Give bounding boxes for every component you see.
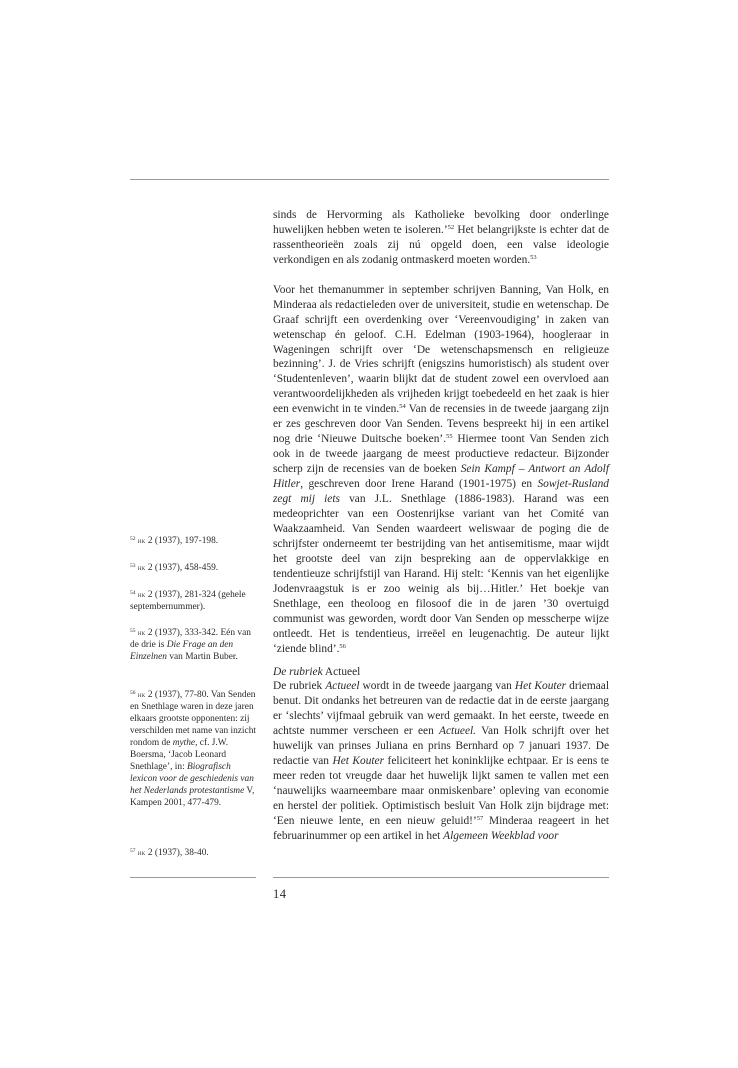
text-run: sinds de Hervorming als Katholieke bevolking door onderlinge huwelijken hebben weten te isoleren.’ <box>273 209 609 236</box>
footnote-number: 57 <box>130 848 136 854</box>
text-run: van J.L. Snethlage (1886-1983). Harand was een medeoprichter van een Oostenrijkse variant van het Comité van Waakzaamheid. Van Senden waardeert weliswaar de poging die de schrijfster onderneemt ter bestrijding van het antisemitisme, maar wijdt het grootste deel van zijn bespreking aan de oppervlakkige en tendentieuze schrijfstijl van Harand. Hij stelt: ‘Kennis van het eigenlijke Jodenvraagstuk is er zoo weinig als bij…Hitler.’ Het boekje van Snethlage, een theoloog en filosoof die in de jaren ’30 overtuigd communist was geworden, wordt door Van Senden op messcherpe wijze ontleedt. Het is tendentieus, irreëel en leugenachtig. De auteur lijkt ‘ziende blind’. <box>273 493 610 655</box>
top-rule <box>130 179 609 180</box>
footnote-number: 56 <box>130 690 136 696</box>
footnote-text: 2 (1937), 38-40. <box>145 848 209 858</box>
footnote-text: V, Kampen 2001, 477-479. <box>130 786 255 809</box>
text-run: Van de recensies in de tweede jaargang zijn er zes geschreven door Van Senden. Tevens bespreekt hij in een artikel nog drie ‘Nieuwe Duitsche boeken’. <box>273 403 610 446</box>
book-title: Biografisch lexicon voor de geschiedenis van het Nederlands protestantisme <box>130 762 254 797</box>
footnote-number: 52 <box>130 536 136 542</box>
footnote-ref: 54 <box>399 403 406 411</box>
text-run: Minderaa reageert in het februarinummer op een artikel in het <box>273 815 609 843</box>
footnote-55 <box>130 627 258 663</box>
footnote-text: 2 (1937), 281-324 (gehele septembernummer). <box>130 590 246 613</box>
footnote-text: 2 (1937), 333-342. Eén van de drie is <box>130 628 251 651</box>
heading-plain: Actueel <box>322 665 361 678</box>
text-run: De rubriek <box>273 680 326 693</box>
footnote-text: van Martin Buber. <box>166 652 238 663</box>
footnote-text: 2 (1937), 197-198. <box>145 536 219 546</box>
footnote-ref: 53 <box>530 253 537 261</box>
main-text-column <box>273 208 609 844</box>
section-heading <box>273 665 609 680</box>
footnote-ref: 55 <box>446 433 453 441</box>
footnote-56 <box>130 689 258 809</box>
text-run: wordt in de tweede jaargang van <box>359 680 515 693</box>
italic-run: mythe <box>172 738 196 749</box>
journal-abbrev: hk <box>137 563 146 572</box>
book-title: Sowjet-Rusland zegt mij iets <box>273 478 609 506</box>
footnote-54 <box>130 589 258 613</box>
italic-run: Actueel <box>325 680 360 693</box>
italic-run: Actueel. <box>439 725 477 738</box>
footnote-number: 54 <box>130 590 136 596</box>
book-title: Die Frage an den Einzelnen <box>130 640 234 663</box>
paragraph-2 <box>273 283 609 657</box>
text-run: , geschreven door Irene Harand (1901-1975) en <box>300 478 538 491</box>
italic-run: Het Kouter <box>332 755 385 768</box>
journal-abbrev: hk <box>137 590 146 599</box>
text-run: driemaal benut. Dit ondanks het betreuren van de redactie dat in de eerste jaargang er ‘slechts’ vijfmaal gebruik van werd gemaakt. In het eerste, tweede en achtste nummer verscheen er een <box>273 680 609 738</box>
bottom-rule-notes <box>130 877 256 878</box>
journal-abbrev: hk <box>137 628 146 637</box>
journal-abbrev: hk <box>137 536 146 545</box>
footnote-text: 2 (1937), 458-459. <box>145 563 219 573</box>
italic-run: Het Kouter <box>514 680 567 693</box>
text-run: Voor het themanummer in september schrijven Banning, Van Holk, en Minderaa als redactieleden over de universiteit, studie en wetenschap. De Graaf schrijft een overdenking over ‘Vereenvoudiging’ in zaken van wetenschap én geloof. C.H. Edelman (1903-1964), hoogleraar in Wageningen schrijft over ‘De wetenschapsmensch en religieuze bezinning’. J. de Vries schrijft (enigszins humoristisch) als student over ‘Studentenleven’, waarin blijkt dat de student zowel een overvloed aan verantwoordelijkheden als vrijheden krijgt toebedeeld en het zaak is hier een evenwicht in te vinden. <box>273 283 609 416</box>
journal-abbrev: hk <box>137 848 146 857</box>
footnote-number: 53 <box>130 563 136 569</box>
text-run: Van Holk schrijft over het huwelijk van prinses Juliana en prins Bernhard op 7 januari 1937. De redactie van <box>273 725 609 768</box>
italic-run: Algemeen Weekblad voor <box>443 830 559 843</box>
text-run: Het belangrijkste is echter dat de rassentheorieën zoals zij nú opgeld doen, een valse ideologie verkondigen en als zodanig ontmaskerd moeten worden. <box>273 223 609 266</box>
footnote-ref: 56 <box>339 642 346 650</box>
text-run: Hiermee toont Van Senden zich ook in de tweede jaargang de meest productieve redacteur. Bijzonder scherp zijn de recensies van de boeken <box>273 433 609 476</box>
bottom-rule-main <box>273 877 609 878</box>
journal-abbrev: hk <box>137 690 146 699</box>
footnote-ref: 57 <box>476 815 484 823</box>
paragraph-1 <box>273 208 609 268</box>
footnote-number: 55 <box>130 628 136 634</box>
footnote-text: 2 (1937), 77-80. Van Senden en Snethlage waren in deze jaren elkaars grootste opponenten: zij verschilden met name van inzicht rondom de <box>130 690 256 749</box>
paragraph-3 <box>273 679 609 843</box>
heading-italic: De rubriek <box>273 665 323 678</box>
book-title: Sein Kampf – Antwort an Adolf Hitler <box>273 463 609 491</box>
page-number: 14 <box>273 887 287 901</box>
footnote-53 <box>130 562 258 574</box>
footnote-text: , cf. J.W. Boersma, ‘Jacob Leonard Snethlage’, in: <box>130 738 229 773</box>
text-run: feliciteert het koninklijke echtpaar. Er is eens te meer reden tot vreugde daar het huwelijk lijkt samen te vallen met een ‘nauwelijks waarneembare maar onmiskenbare’ opleving van economie en herstel der politiek. Optimistisch besluit Van Holk zijn bijdrage met: ‘Een nieuwe lente, en een nieuw geluid!’ <box>273 755 609 828</box>
footnote-ref: 52 <box>447 223 455 231</box>
footnote-57 <box>130 847 258 859</box>
footnote-52 <box>130 535 258 547</box>
